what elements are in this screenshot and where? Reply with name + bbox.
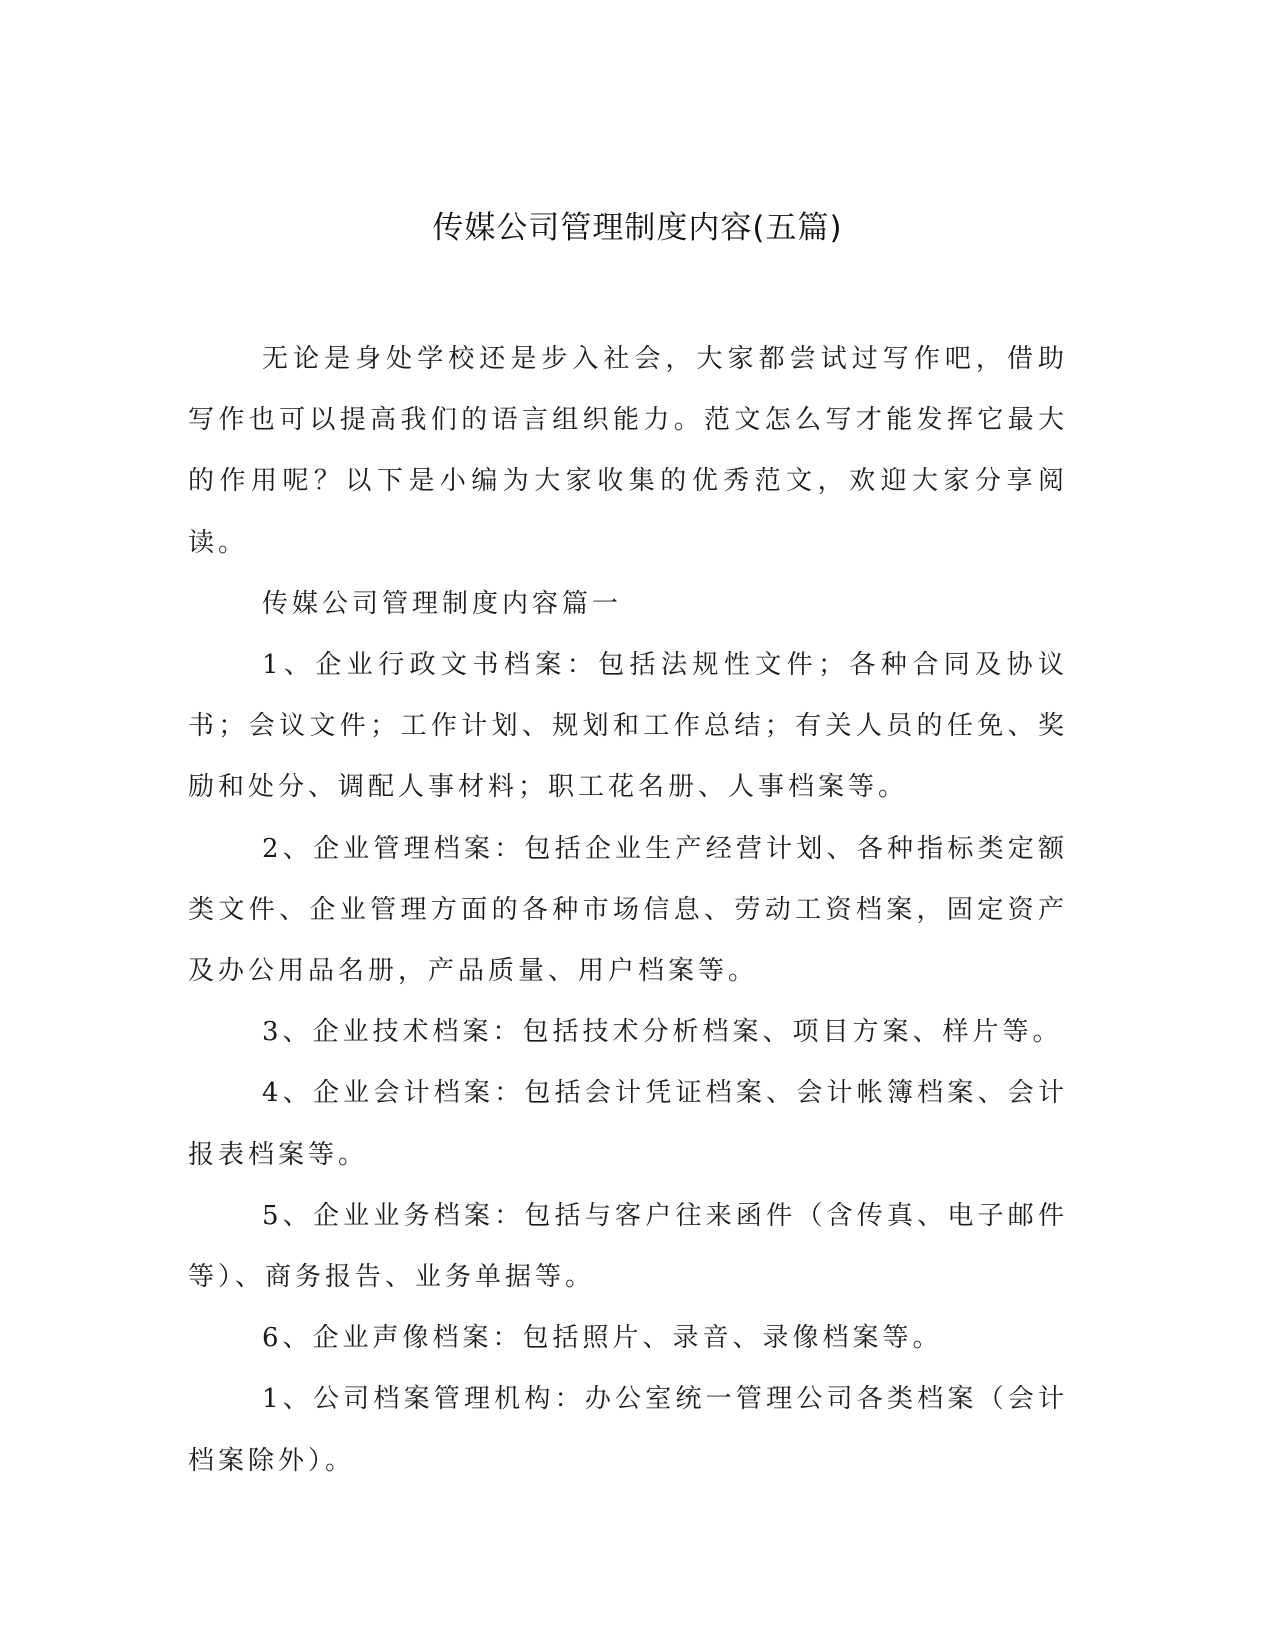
list-item-management: 1、公司档案管理机构：办公室统一管理公司各类档案（会计档案除外）。: [188, 1384, 1068, 1476]
list-item-4: 4、企业会计档案：包括会计凭证档案、会计帐簿档案、会计报表档案等。: [188, 1078, 1068, 1170]
document-title: 传媒公司管理制度内容(五篇): [432, 210, 843, 246]
document-body: [188, 329, 1068, 1492]
list-item-5: 5、企业业务档案：包括与客户往来函件（含传真、电子邮件等）、商务报告、业务单据等。: [188, 1200, 1068, 1293]
list-item-1: 1、企业行政文书档案：包括法规性文件；各种合同及协议书；会议文件；工作计划、规划和工作总结；有关人员的任免、奖励和处分、调配人事材料；职工花名册、人事档案等。: [188, 650, 1068, 803]
list-item-3: 3、企业技术档案：包括技术分析档案、项目方案、样片等。: [262, 1017, 1063, 1048]
list-item-6: 6、企业声像档案：包括照片、录音、录像档案等。: [262, 1323, 943, 1354]
list-item-2: 2、企业管理档案：包括企业生产经营计划、各种指标类定额类文件、企业管理方面的各种市场信息、劳动工资档案，固定资产及办公用品名册，产品质量、用户档案等。: [188, 833, 1068, 987]
intro-paragraph: 无论是身处学校还是步入社会，大家都尝试过写作吧，借助写作也可以提高我们的语言组织能力。范文怎么写才能发挥它最大的作用呢？以下是小编为大家收集的优秀范文，欢迎大家分享阅读。: [188, 344, 1068, 558]
section-heading: 传媒公司管理制度内容篇一: [262, 588, 623, 619]
